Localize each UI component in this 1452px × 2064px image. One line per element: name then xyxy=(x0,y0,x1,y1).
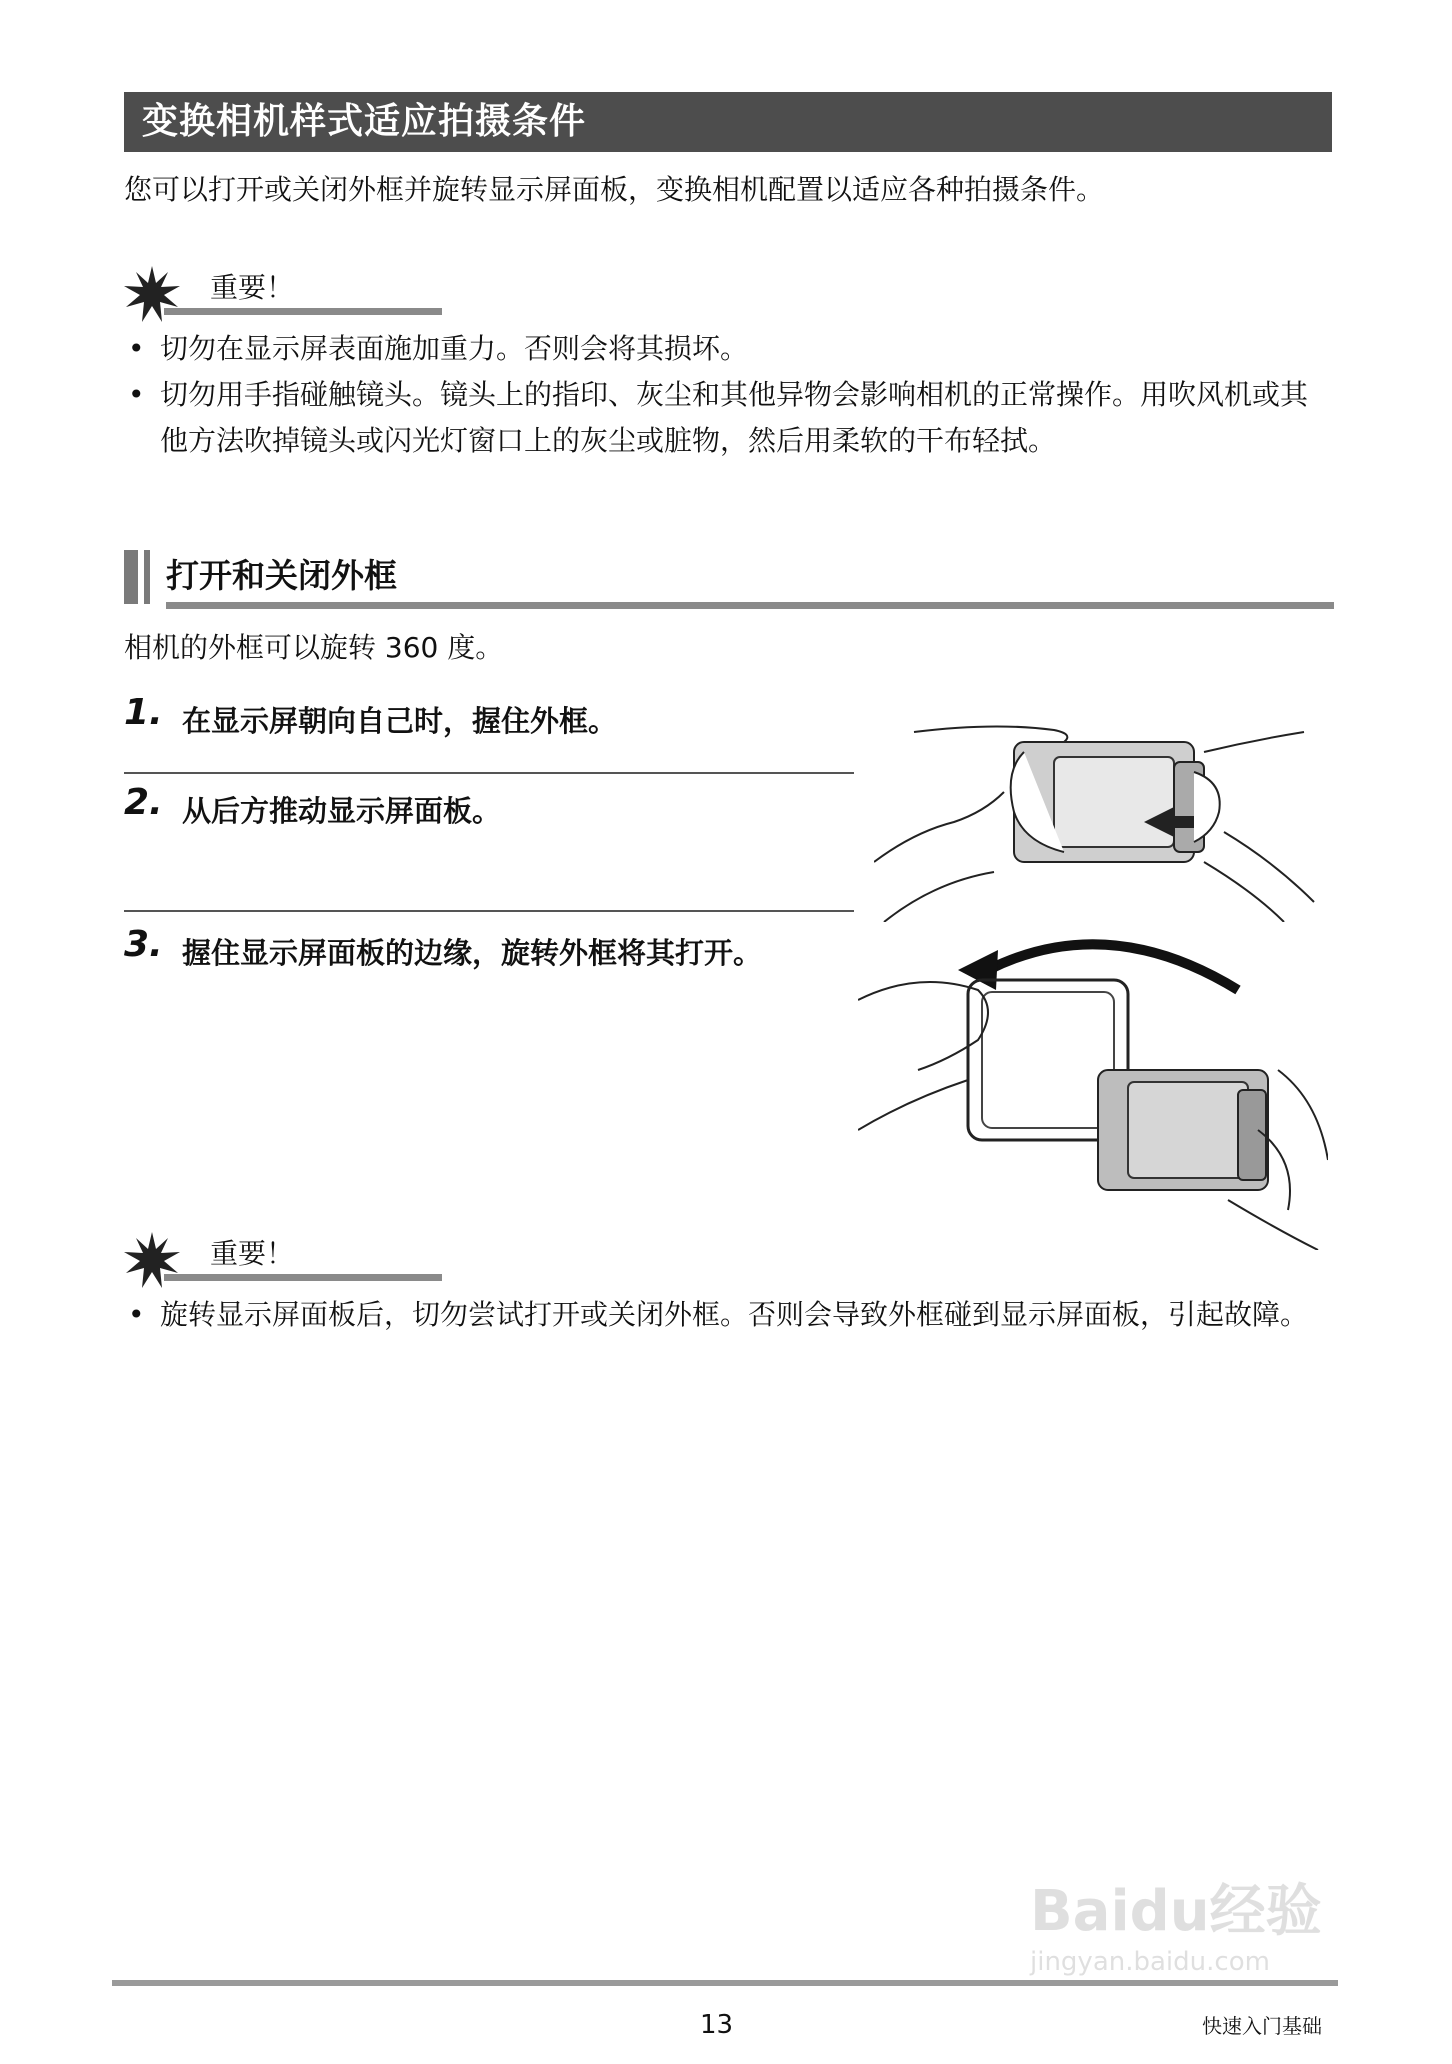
list-item: • 旋转显示屏面板后，切勿尝试打开或关闭外框。否则会导致外框碰到显示屏面板，引起故障。 xyxy=(124,1292,1330,1338)
subsection-underline xyxy=(166,602,1334,609)
step-divider xyxy=(124,772,854,774)
important-list xyxy=(124,326,1324,464)
watermark-brand: Baidu经验 xyxy=(1030,1879,1322,1944)
step-number: 3. xyxy=(124,924,163,965)
heading-marker xyxy=(144,550,150,604)
subsection-intro: 相机的外框可以旋转 360 度。 xyxy=(124,631,504,664)
camera-hold-illustration xyxy=(874,712,1334,922)
heading-marker xyxy=(124,550,138,604)
footer-rule xyxy=(112,1980,1338,1986)
important-underline xyxy=(164,1274,442,1281)
list-item: • 切勿在显示屏表面施加重力。否则会将其损坏。 xyxy=(124,326,1324,372)
frame-rotate-illustration xyxy=(858,930,1328,1250)
subsection-header xyxy=(124,548,1334,610)
step-number: 2. xyxy=(124,782,163,823)
subsection-title: 打开和关闭外框 xyxy=(166,556,397,595)
page-number: 13 xyxy=(700,2010,734,2040)
footer-section-label: 快速入门基础 xyxy=(1202,2014,1322,2038)
intro-text: 您可以打开或关闭外框并旋转显示屏面板，变换相机配置以适应各种拍摄条件。 xyxy=(124,173,1105,206)
important-heading-2 xyxy=(124,1232,324,1282)
important-underline xyxy=(164,308,442,315)
step-text: 握住显示屏面板的边缘，旋转外框将其打开。 xyxy=(182,936,763,970)
important-heading xyxy=(124,266,324,316)
step-number: 1. xyxy=(124,692,163,733)
watermark-url: jingyan.baidu.com xyxy=(1030,1947,1270,1977)
important-label: 重要！ xyxy=(210,271,295,304)
step-text: 在显示屏朝向自己时，握住外框。 xyxy=(182,704,618,738)
step-divider xyxy=(124,910,854,912)
step-text: 从后方推动显示屏面板。 xyxy=(182,794,502,828)
section-title: 变换相机样式适应拍摄条件 xyxy=(124,92,1332,152)
list-item: • 切勿用手指碰触镜头。镜头上的指印、灰尘和其他异物会影响相机的正常操作。用吹风机或其他方法吹掉镜头或闪光灯窗口上的灰尘或脏物，然后用柔软的干布轻拭。 xyxy=(124,372,1330,464)
important-list-2 xyxy=(124,1292,1324,1338)
important-label: 重要！ xyxy=(210,1237,295,1270)
